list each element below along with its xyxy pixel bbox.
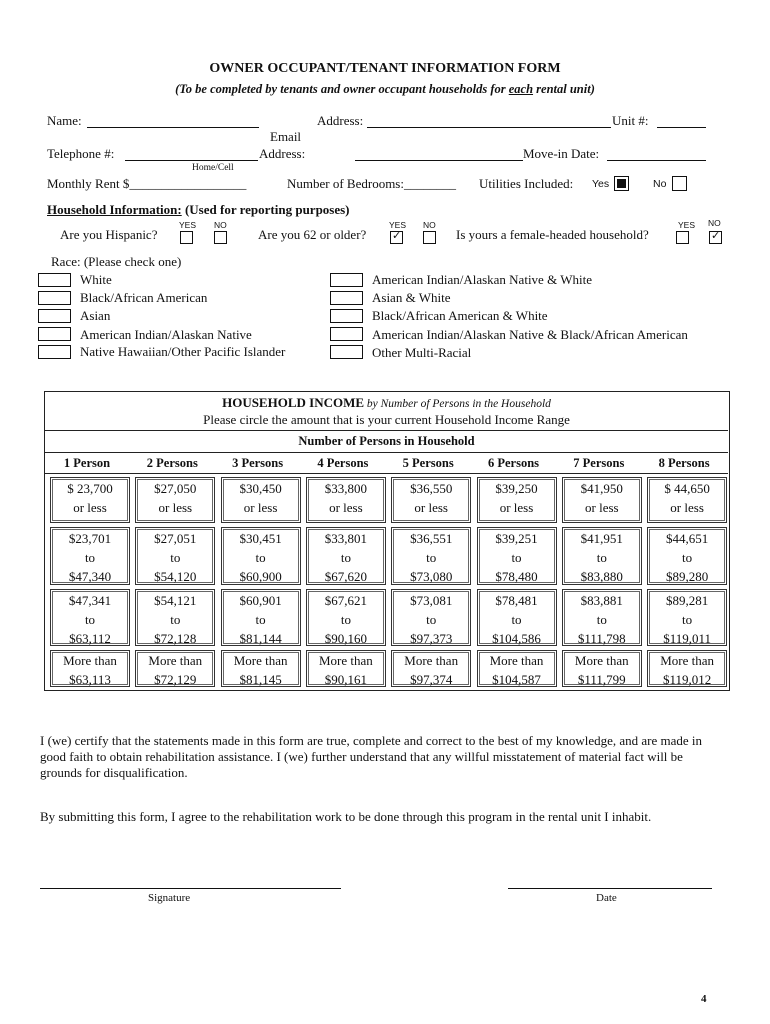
income-range-text: $72,128	[154, 631, 197, 646]
income-table-title: HOUSEHOLD INCOME by Number of Persons in the Household	[222, 395, 551, 410]
persons-header: Number of Persons in Household	[298, 434, 475, 448]
address-field[interactable]	[367, 127, 611, 128]
age-62-question: Are you 62 or older?	[258, 227, 367, 242]
female-yes-checkbox[interactable]	[676, 231, 689, 244]
utilities-no-checkbox[interactable]	[672, 176, 687, 191]
income-range-text: to	[340, 612, 351, 627]
income-range-cell[interactable]	[391, 589, 471, 646]
page-number: 4	[701, 993, 707, 1005]
income-range-text: or less	[329, 500, 363, 515]
race-checkbox[interactable]	[330, 273, 363, 287]
income-range-text: $72,129	[154, 672, 197, 687]
income-range-text: $97,374	[410, 672, 453, 687]
female-headed-question: Is yours a female-headed household?	[456, 227, 649, 242]
income-range-cell[interactable]	[647, 527, 727, 585]
income-range-text: or less	[414, 500, 448, 515]
income-range-cell[interactable]	[647, 589, 727, 646]
income-range-cell[interactable]	[306, 477, 386, 523]
income-range-cell[interactable]	[221, 527, 301, 585]
income-instruction: Please circle the amount that is your current Household Income Range	[203, 412, 570, 427]
unit-field[interactable]	[657, 127, 706, 128]
income-column-header: 6 Persons	[487, 456, 540, 470]
income-range-text: or less	[73, 500, 107, 515]
income-range-text: $36,551	[410, 531, 453, 546]
income-range-text: to	[596, 550, 607, 565]
race-option: White	[80, 272, 112, 287]
income-range-text: $44,651	[665, 531, 709, 546]
income-range-cell[interactable]	[477, 589, 557, 646]
income-range-cell[interactable]	[477, 650, 557, 687]
income-range-text: $73,081	[410, 593, 453, 608]
move-in-label: Move-in Date:	[523, 146, 600, 161]
income-range-text: $83,881	[580, 593, 623, 608]
income-range-cell[interactable]	[562, 477, 642, 523]
household-income-table	[44, 391, 730, 691]
race-option: Black/African American & White	[372, 308, 548, 323]
income-range-text: $119,011	[663, 631, 711, 646]
income-range-text: $78,481	[495, 593, 538, 608]
income-column-header: 4 Persons	[317, 456, 369, 470]
income-range-cell[interactable]	[562, 589, 642, 646]
income-range-text: or less	[243, 500, 278, 515]
hispanic-yes-label: YES	[179, 220, 197, 230]
email-address-label: Address:	[259, 146, 306, 161]
income-range-cell[interactable]	[221, 589, 301, 646]
income-range-text: $33,800	[324, 481, 368, 496]
income-range-cell[interactable]	[391, 477, 471, 523]
race-checkbox[interactable]	[38, 273, 71, 287]
race-option: American Indian/Alaskan Native & White	[372, 272, 592, 287]
income-range-cell[interactable]	[50, 477, 130, 523]
income-column-header: 7 Persons	[573, 456, 625, 470]
income-range-text: $89,280	[665, 569, 709, 584]
signature-label: Signature	[148, 892, 191, 904]
income-range-text: $83,880	[580, 569, 623, 584]
race-checkbox[interactable]	[38, 345, 71, 359]
email-field[interactable]	[355, 160, 523, 161]
income-range-text: to	[682, 612, 693, 627]
income-range-text: $41,950	[580, 481, 623, 496]
income-range-text: $78,480	[495, 569, 538, 584]
income-range-cell[interactable]	[391, 650, 471, 687]
income-range-text: $111,798	[577, 631, 626, 646]
income-range-text: $73,080	[410, 569, 453, 584]
race-option: Native Hawaiian/Other Pacific Islander	[80, 344, 286, 359]
income-range-cell[interactable]	[135, 650, 215, 687]
address-label: Address:	[317, 113, 364, 128]
age-no-checkbox[interactable]	[423, 231, 436, 244]
income-range-text: $63,113	[69, 672, 111, 687]
income-range-text: $119,012	[662, 672, 712, 687]
income-range-text: $111,799	[577, 672, 626, 687]
female-no-label: NO	[708, 218, 721, 228]
income-range-text: $90,160	[324, 631, 368, 646]
income-range-text: $63,112	[69, 631, 111, 646]
income-range-text: $81,145	[239, 672, 282, 687]
income-range-text: More than	[574, 653, 629, 668]
race-checkbox[interactable]	[330, 309, 363, 323]
unit-label: Unit #:	[612, 113, 649, 128]
form-title: OWNER OCCUPANT/TENANT INFORMATION FORM	[209, 61, 561, 76]
income-range-text: $30,451	[239, 531, 282, 546]
income-column-header: 1 Person	[63, 456, 111, 470]
income-range-text: to	[340, 550, 351, 565]
income-column-header: 2 Persons	[146, 456, 198, 470]
female-yes-label: YES	[678, 220, 696, 230]
income-range-text: $60,901	[239, 593, 282, 608]
income-range-text: $54,121	[154, 593, 197, 608]
income-range-text: to	[511, 550, 522, 565]
income-range-cell[interactable]	[562, 650, 642, 687]
income-range-text: to	[84, 550, 96, 565]
income-range-text: $89,281	[665, 593, 709, 608]
income-range-text: to	[511, 612, 522, 627]
income-range-text: More than	[318, 653, 373, 668]
home-cell-hint: Home/Cell	[192, 163, 234, 173]
income-range-cell[interactable]	[306, 589, 386, 646]
income-range-cell[interactable]	[391, 527, 471, 585]
income-range-cell[interactable]	[477, 477, 557, 523]
income-range-text: More than	[489, 653, 544, 668]
email-label: Email	[270, 129, 302, 144]
income-range-text: $47,340	[68, 569, 112, 584]
date-label: Date	[596, 892, 617, 904]
income-range-cell[interactable]	[221, 477, 301, 523]
income-range-cell[interactable]	[306, 650, 386, 687]
income-range-text: $36,550	[410, 481, 453, 496]
income-range-cell[interactable]	[477, 527, 557, 585]
date-line[interactable]	[508, 888, 712, 889]
race-checkbox[interactable]	[330, 291, 363, 305]
certification-text: I (we) certify that the statements made in this form are true, complete and correct to the best of my knowledge, and are made in good faith to obtain rehabilitation assistance. I (we) further understand that any willful misstatement of material fact will be grounds for disqualification.	[40, 733, 703, 780]
income-range-text: More than	[233, 653, 288, 668]
income-range-cell[interactable]	[135, 589, 215, 646]
move-in-field[interactable]	[607, 160, 706, 161]
agreement-text: By submitting this form, I agree to the rehabilitation work to be done through this program in the rental unit I inhabit.	[40, 809, 652, 824]
income-range-text: $39,251	[495, 531, 538, 546]
income-range-text: or less	[499, 500, 534, 515]
income-range-text: More than	[63, 653, 117, 668]
income-range-text: or less	[158, 500, 193, 515]
income-column-header: 8 Persons	[658, 456, 710, 470]
hispanic-no-checkbox[interactable]	[214, 231, 227, 244]
name-label: Name:	[47, 113, 82, 128]
income-range-text: More than	[404, 653, 459, 668]
income-range-text: $39,250	[495, 481, 538, 496]
female-no-checkbox[interactable]	[709, 231, 722, 244]
income-range-text: $97,373	[410, 631, 453, 646]
income-range-text: to	[426, 612, 437, 627]
income-range-text: $30,450	[239, 481, 282, 496]
income-range-text: to	[682, 550, 693, 565]
income-range-text: to	[170, 550, 181, 565]
race-option: Other Multi-Racial	[372, 345, 472, 360]
income-range-cell[interactable]	[221, 650, 301, 687]
income-range-text: More than	[148, 653, 203, 668]
income-range-text: to	[170, 612, 181, 627]
income-range-text: $67,620	[324, 569, 368, 584]
hispanic-yes-checkbox[interactable]	[180, 231, 193, 244]
utilities-label: Utilities Included:	[479, 176, 574, 191]
race-option: American Indian/Alaskan Native	[80, 327, 252, 342]
income-range-text: $33,801	[324, 531, 368, 546]
utilities-no-label: No	[653, 178, 667, 190]
income-range-text: $104,586	[492, 631, 541, 646]
income-range-text: or less	[670, 500, 704, 515]
income-column-header: 5 Persons	[402, 456, 454, 470]
telephone-label: Telephone #:	[47, 146, 115, 161]
income-range-text: $ 23,700	[67, 481, 113, 496]
income-range-text: $104,587	[492, 672, 541, 687]
income-range-text: $41,951	[580, 531, 623, 546]
signature-line[interactable]	[40, 888, 341, 889]
income-range-text: More than	[660, 653, 714, 668]
race-option: Asian & White	[372, 290, 451, 305]
hispanic-no-label: NO	[214, 220, 227, 230]
income-range-cell[interactable]	[562, 527, 642, 585]
income-range-text: to	[84, 612, 96, 627]
race-checkbox[interactable]	[38, 291, 71, 305]
utilities-yes-checkbox[interactable]	[614, 176, 629, 191]
income-range-text: $90,161	[324, 672, 368, 687]
age-yes-label: YES	[389, 220, 407, 230]
income-range-cell[interactable]	[50, 527, 130, 585]
income-range-text: $23,701	[68, 531, 112, 546]
income-range-text: to	[426, 550, 437, 565]
age-no-label: NO	[423, 220, 436, 230]
monthly-rent-field[interactable]: Monthly Rent $__________________	[47, 176, 247, 191]
household-heading: Household Information: (Used for reporting purposes)	[47, 202, 350, 217]
income-range-text: to	[596, 612, 607, 627]
hispanic-question: Are you Hispanic?	[60, 227, 158, 242]
income-range-text: $54,120	[154, 569, 197, 584]
race-label: Race: (Please check one)	[51, 254, 182, 269]
income-range-cell[interactable]	[135, 477, 215, 523]
race-option: Asian	[80, 308, 111, 323]
income-range-cell[interactable]	[135, 527, 215, 585]
income-range-cell[interactable]	[306, 527, 386, 585]
race-option: Black/African American	[80, 290, 208, 305]
income-range-text: or less	[585, 500, 619, 515]
race-checkbox[interactable]	[38, 309, 71, 323]
income-range-text: $ 44,650	[664, 481, 710, 496]
income-range-text: $81,144	[239, 631, 282, 646]
bedrooms-field[interactable]: Number of Bedrooms:________	[287, 176, 456, 191]
race-checkbox[interactable]	[330, 345, 363, 359]
income-range-text: to	[255, 612, 266, 627]
income-range-text: $67,621	[324, 593, 368, 608]
income-range-text: $47,341	[68, 593, 112, 608]
name-field[interactable]	[87, 127, 259, 128]
telephone-field[interactable]	[125, 160, 258, 161]
income-range-cell[interactable]	[647, 477, 727, 523]
income-range-text: $60,900	[239, 569, 282, 584]
income-range-text: $27,050	[154, 481, 197, 496]
income-range-cell[interactable]	[647, 650, 727, 687]
race-checkbox[interactable]	[330, 327, 363, 341]
income-range-text: $27,051	[154, 531, 197, 546]
income-range-cell[interactable]	[50, 650, 130, 687]
utilities-yes-label: Yes	[592, 178, 610, 190]
form-subtitle: (To be completed by tenants and owner occupant households for each rental unit)	[175, 82, 595, 96]
income-range-cell[interactable]	[50, 589, 130, 646]
race-option: American Indian/Alaskan Native & Black/African American	[372, 327, 688, 342]
race-checkbox[interactable]	[38, 327, 71, 341]
age-yes-checkbox[interactable]	[390, 231, 403, 244]
income-range-text: to	[255, 550, 266, 565]
income-column-header: 3 Persons	[232, 456, 284, 470]
